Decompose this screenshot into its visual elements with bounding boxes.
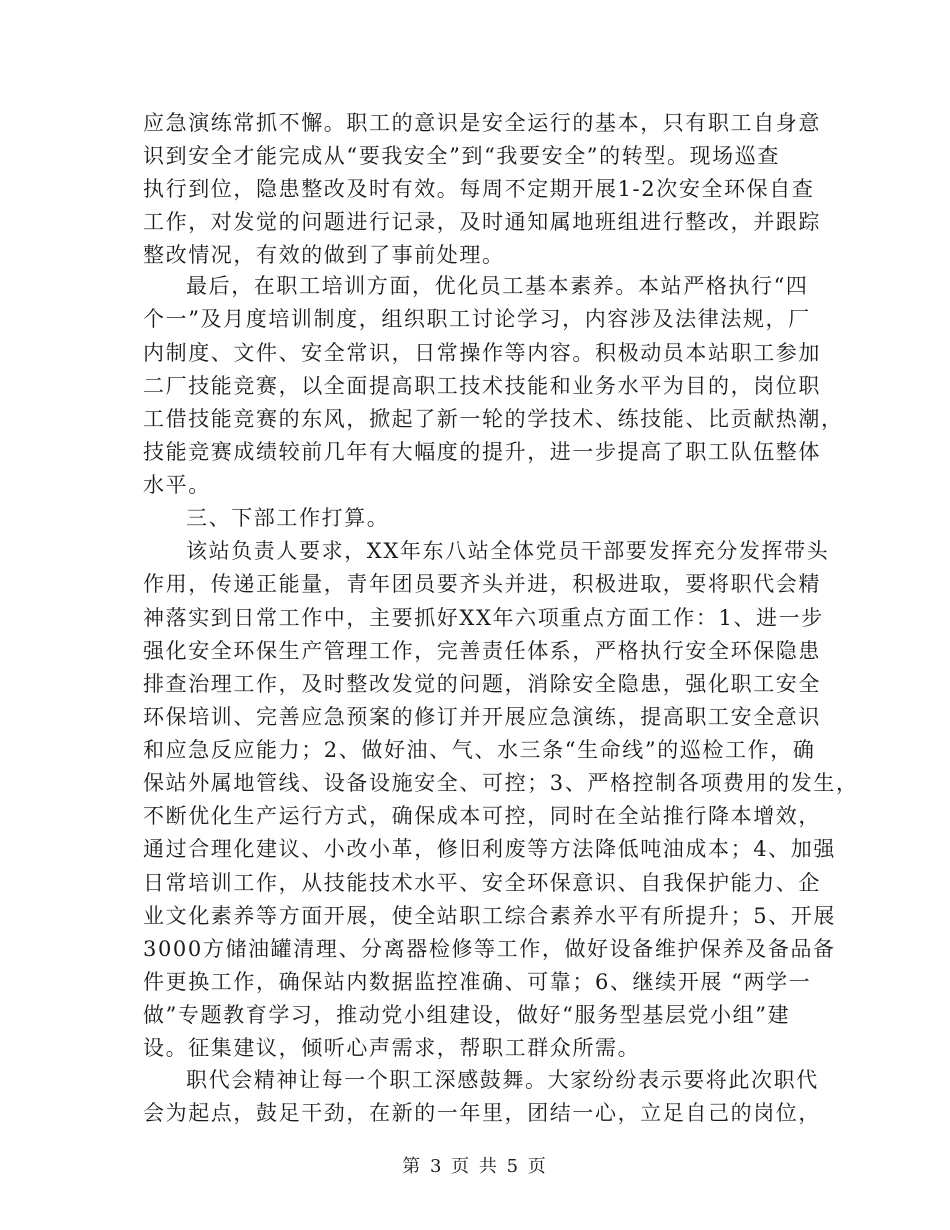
text-line: 保站外属地管线、设备设施安全、可控；3、严格控制各项费用的发生， bbox=[143, 771, 859, 795]
text-line: 业文化素养等方面开展，使全站职工综合素养水平有所提升；5、开展 bbox=[143, 904, 836, 928]
text-line: 执行到位，隐患整改及时有效。每周不定期开展1-2次安全环保自查 bbox=[143, 177, 815, 201]
paragraph-first-line: 该站负责人要求，XX年东八站全体党员干部要发挥充分发挥带头 bbox=[186, 539, 830, 563]
text-line: 环保培训、完善应急预案的修订并开展应急演练，提高职工安全意识 bbox=[143, 705, 821, 729]
text-line: 二厂技能竞赛，以全面提高职工技术技能和业务水平为目的，岗位职 bbox=[143, 374, 821, 398]
page-footer: 第 3 页 共 5 页 bbox=[402, 1156, 548, 1177]
text-line: 3000方储油罐清理、分离器检修等工作，做好设备维护保养及备品备 bbox=[143, 937, 836, 961]
text-line: 水平。 bbox=[143, 473, 211, 497]
text-line: 内制度、文件、安全常识，日常操作等内容。积极动员本站职工参加 bbox=[143, 341, 821, 365]
text-line: 神落实到日常工作中，主要抓好XX年六项重点方面工作：1、进一步 bbox=[143, 606, 824, 630]
paragraph-first-line: 最后，在职工培训方面，优化员工基本素养。本站严格执行“四 bbox=[186, 274, 809, 298]
section-heading: 三、下部工作打算。 bbox=[186, 506, 390, 530]
text-line: 作用，传递正能量，青年团员要齐头并进，积极进取，要将职代会精 bbox=[143, 572, 821, 596]
text-line: 强化安全环保生产管理工作，完善责任体系，严格执行安全环保隐患 bbox=[143, 639, 821, 663]
text-line: 应急演练常抓不懈。职工的意识是安全运行的基本，只有职工自身意 bbox=[143, 111, 821, 135]
text-line: 技能竞赛成绩较前几年有大幅度的提升，进一步提高了职工队伍整体 bbox=[143, 440, 821, 464]
text-line: 排查治理工作，及时整改发觉的问题，消除安全隐患，强化职工安全 bbox=[143, 672, 821, 696]
text-line: 个一”及月度培训制度，组织职工讨论学习，内容涉及法律法规，厂 bbox=[143, 307, 811, 331]
text-line: 不断优化生产运行方式，确保成本可控，同时在全站推行降本增效， bbox=[143, 804, 821, 828]
text-line: 通过合理化建议、小改小革，修旧利废等方法降低吨油成本；4、加强 bbox=[143, 837, 836, 861]
text-line: 设。征集建议，倾听心声需求，帮职工群众所需。 bbox=[143, 1036, 641, 1060]
text-line: 识到安全才能完成从“要我安全”到“我要安全”的转型。现场巡查 bbox=[143, 144, 780, 168]
paragraph-first-line: 职代会精神让每一个职工深感鼓舞。大家纷纷表示要将此次职代 bbox=[186, 1068, 819, 1092]
text-line: 会为起点，鼓足干劲，在新的一年里，团结一心，立足自己的岗位， bbox=[143, 1101, 821, 1125]
text-line: 日常培训工作，从技能技术水平、安全环保意识、自我保护能力、企 bbox=[143, 871, 821, 895]
text-line: 整改情况，有效的做到了事前处理。 bbox=[143, 243, 505, 267]
text-line: 和应急反应能力；2、做好油、气、水三条“生命线”的巡检工作，确 bbox=[143, 738, 816, 762]
text-line: 工作，对发觉的问题进行记录，及时通知属地班组进行整改，并跟踪 bbox=[143, 210, 821, 234]
text-line: 工借技能竞赛的东风，掀起了新一轮的学技术、练技能、比贡献热潮， bbox=[143, 407, 844, 431]
text-line: 件更换工作，确保站内数据监控准确、可靠；6、继续开展 “两学一 bbox=[143, 970, 812, 994]
text-line: 做”专题教育学习，推动党小组建设，做好“服务型基层党小组”建 bbox=[143, 1003, 791, 1027]
